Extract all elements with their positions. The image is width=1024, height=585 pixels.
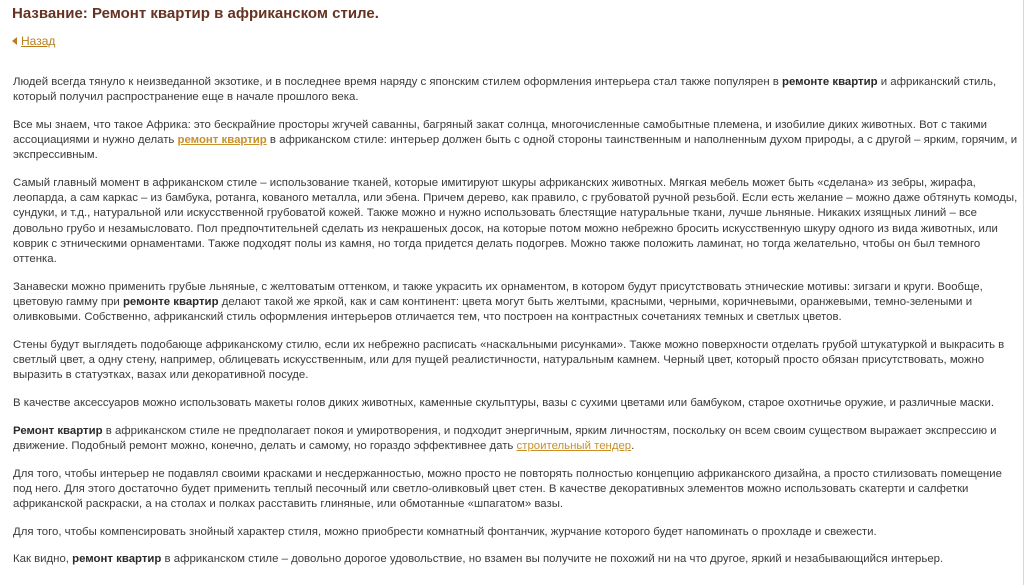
back-link[interactable]	[12, 34, 55, 48]
paragraph-text: делают такой же яркой, как и сам континент: цвета могут быть желтыми, красными, черными, коричневыми, оранжевыми, темно-зелеными и оливковыми. Собственно, африканский стиль оформления интерьеров отличается тем, что построен на контрастных сочетаниях темных и светлых цветов.	[13, 295, 973, 324]
paragraph-curtains	[13, 280, 1019, 326]
repair-apartments-link[interactable]: ремонт квартир	[177, 134, 267, 147]
paragraph-text: Все мы знаем, что такое Африка: это бескрайние просторы жгучей саванны, багряный закат солнца, многочисленные самобытные племена, и изобилие диких животных. Вот с такими ассоциациями и нужно делать	[13, 118, 987, 147]
keyword-bold: Ремонт квартир	[13, 424, 103, 437]
paragraph-fabrics: Самый главный момент в африканском стиле – использование тканей, которые имитируют шкуры африканских животных. Мягкая мебель может быть «сделана» из зебры, жирафа, леопарда, а сам каркас – из бамбука, ротанга, кованого металла, или эбена. Причем дерево, как правило, с грубоватой ручной резьбой. Если есть желание – можно даже обтянуть комоды, сундуки, и т.д., натуральной или искусственной грубоватой кожей. Также можно и нужно использовать блестящие натуральные ткани, лучше льняные. Никаких изящных линий – все довольно грубо и незамысловато. Пол предпочтительней сделать из некрашеных досок, на которые потом можно небрежно бросить искусственную шкуру одного из вида животных, или коврик с этническими орнаментами. Также подходят полы из камня, но тогда придется делать подогрев. Можно также положить ламинат, но тогда желательно, чтобы он был темного оттенка.	[13, 177, 1018, 266]
keyword-bold: ремонте квартир	[122, 295, 219, 308]
paragraph-text: в африканском стиле не предполагает покоя и умиротворения, и подходит энергичным, ярким личностям, поскольку он всем своим существом выражает экспрессию и движение. Подобный ремонт можно, конечно, делать и самому, но гораздо эффективнее дать	[13, 424, 997, 452]
page-title: Название: Ремонт квартир в африканском стиле.	[12, 5, 379, 22]
paragraph-text: .	[631, 439, 635, 452]
keyword-bold: ремонт квартир	[72, 553, 162, 566]
paragraph-fountain: Для того, чтобы компенсировать знойный характер стиля, можно приобрести комнатный фонтанчик, журчание которого будет напоминать о прохладе и свежести.	[13, 525, 877, 538]
paragraph-text: в африканском стиле: интерьер должен быть с одной стороны таинственным и наполненным духом природы, а с другой – ярким, горячим, и экспрессивным.	[13, 134, 1018, 162]
construction-tender-link[interactable]: строительный тендер	[516, 439, 632, 452]
paragraph-walls: Стены будут выглядеть подобающе африканскому стилю, если их небрежно расписать «наскальными рисунками». Также можно поверхности отделать грубой штукатуркой и выкрасить в светлый цвет, а одну стену, например, облицевать искусственным, или для пущей реалистичности, натуральным камнем. Черный цвет, который просто обязан присутствовать, можно выразить в статуэтках, вазах или декоративной посуде.	[13, 338, 1005, 382]
paragraph-text: и африканский стиль, который получил распространение еще в начале прошлого века.	[13, 76, 997, 104]
paragraph-conclusion	[13, 552, 1019, 567]
arrow-left-icon	[12, 37, 17, 45]
back-link-label[interactable]: Назад	[21, 34, 56, 48]
paragraph-africa	[13, 118, 1019, 164]
paragraph-stylize: Для того, чтобы интерьер не подавлял своими красками и несдержанностью, можно просто не повторять полностью концепцию африканского дизайна, а просто стилизовать помещение под него. Для этого достаточно будет применить теплый песочный или светло-оливковый цвет стен. В качестве декоративных элементов можно использовать скатерти и салфетки африканской раскраски, а на столах и полках расставить глиняные, или обмотанные «шпагатом» вазы.	[13, 467, 1002, 510]
paragraph-text: Как видно,	[13, 553, 73, 566]
article-body	[13, 75, 1019, 580]
paragraph-energy	[13, 424, 1019, 454]
keyword-bold: ремонте квартир	[782, 76, 878, 88]
paragraph-text: Людей всегда тянуло к неизведанной экзотике, и в последнее время наряду с японским стилем оформления интерьера стал также популярен в	[13, 76, 783, 88]
paragraph-accessories: В качестве аксессуаров можно использовать макеты голов диких животных, каменные скульптуры, вазы с сухими цветами или бамбуком, старое охотничье оружие, и различные маски.	[13, 396, 995, 409]
paragraph-text: Занавески можно применить грубые льняные, с желтоватым оттенком, и также украсить их орнаментом, в котором будут присутствовать этнические мотивы: зигзаги и круги. Вообще, цветовую гамму при	[13, 280, 983, 308]
paragraph-text: в африканском стиле – довольно дорогое удовольствие, но взамен вы получите не похожий ни на что другое, яркий и незабывающийся интерьер.	[161, 553, 944, 566]
paragraph-intro	[13, 75, 1019, 105]
